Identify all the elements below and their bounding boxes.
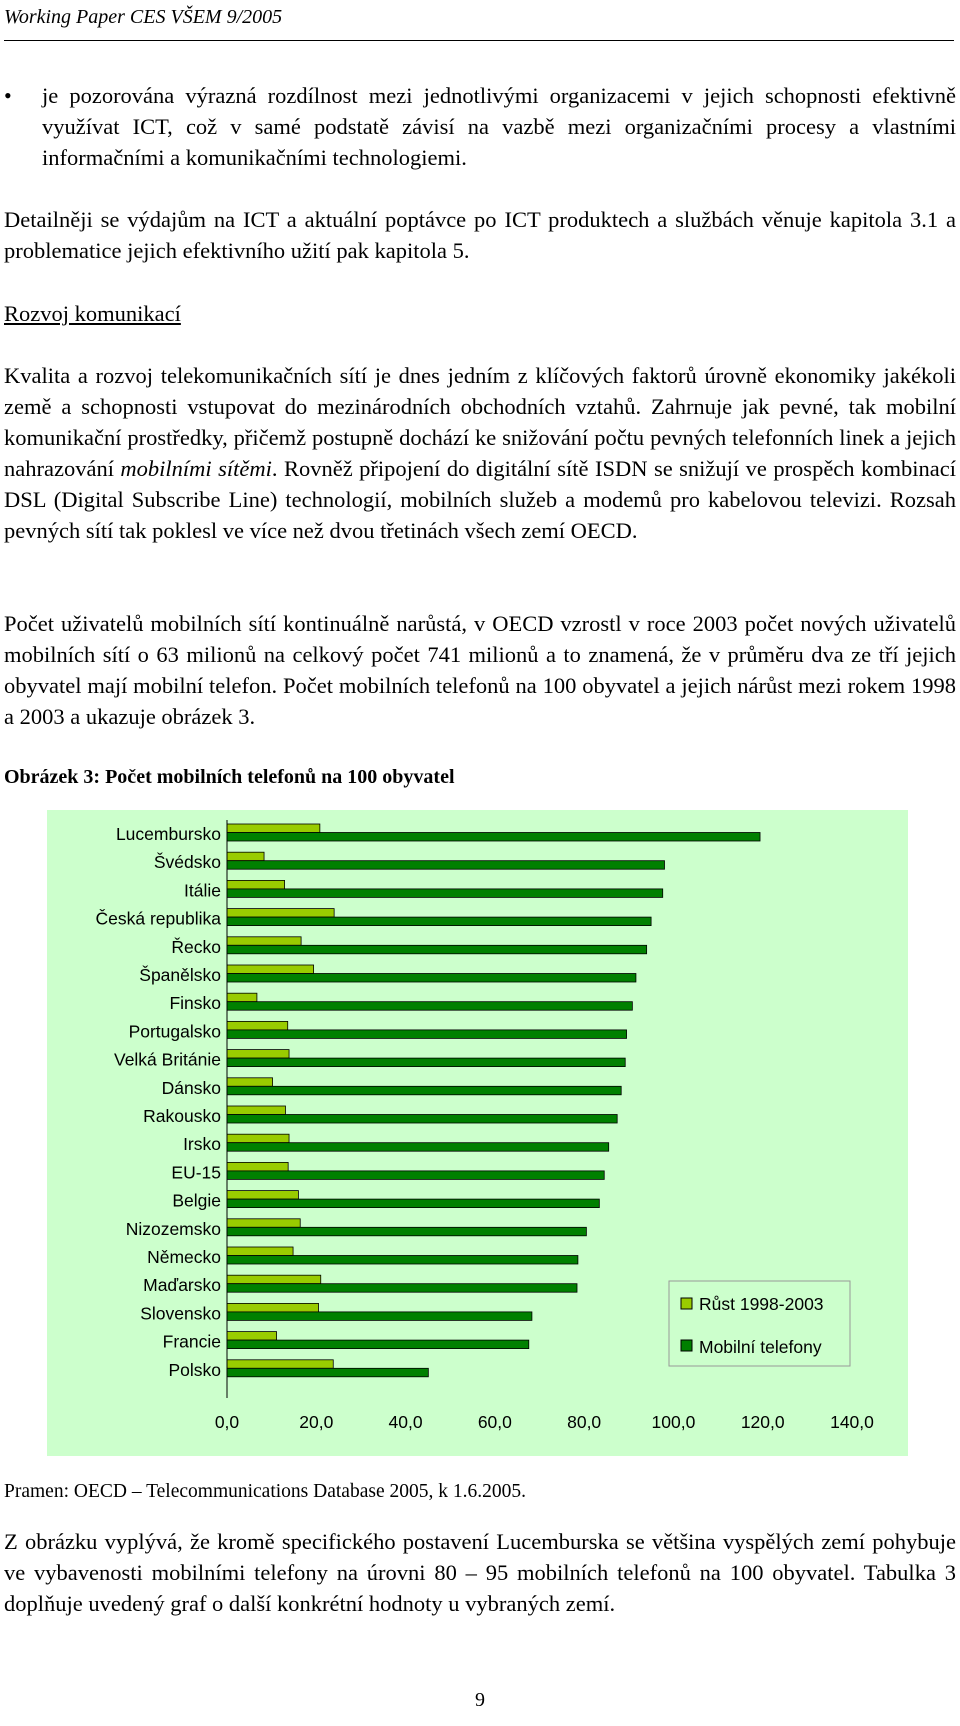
- bar-growth-8: [227, 1050, 289, 1059]
- bar-mobile-10: [227, 1115, 617, 1124]
- bar-mobile-12: [227, 1171, 604, 1180]
- bullet-marker: •: [4, 83, 12, 108]
- bar-growth-13: [227, 1191, 298, 1200]
- category-label: Velká Británie: [113, 1049, 221, 1070]
- bar-growth-16: [227, 1275, 321, 1284]
- figure-caption: Obrázek 3: Počet mobilních telefonů na 100 obyvatel: [4, 766, 455, 788]
- category-label: Česká republika: [95, 908, 221, 929]
- bar-mobile-19: [227, 1368, 428, 1377]
- chart-area: [47, 810, 908, 1456]
- bar-growth-0: [227, 824, 320, 833]
- paragraph-mobile-users: Počet uživatelů mobilních sítí kontinuálně narůstá, v OECD vzrostl v roce 2003 počet nových uživatelů mobilních sítí o 63 milionů na celkový počet 741 milionů a to znamená, že v průměru dva ze tří jejich obyvatel mají mobilní telefon. Počet mobilních telefonů na 100 obyvatel a jejich nárůst mezi rokem 1998 a 2003 a ukazuje obrázek 3.: [4, 611, 956, 729]
- category-label: Rakousko: [143, 1106, 221, 1126]
- bar-growth-5: [227, 965, 314, 974]
- bar-mobile-16: [227, 1284, 577, 1293]
- bar-mobile-6: [227, 1002, 632, 1011]
- paragraph-telecom-emphasis: mobilními sítěmi: [120, 456, 272, 481]
- bar-mobile-1: [227, 861, 665, 870]
- category-label: Finsko: [169, 993, 221, 1014]
- bar-growth-19: [227, 1360, 333, 1369]
- bar-mobile-4: [227, 945, 647, 954]
- bar-mobile-15: [227, 1256, 578, 1265]
- paragraph-telecom-part1: Kvalita a rozvoj telekomunikačních sítí je dnes jedním z klíčových faktorů úrovně ekonomiky jakékoli země a schopnosti vstupovat do mezinárodních obchodních vztahů. Zahrnuje jak pevné, tak mobilní komunikační prostředky, přičemž postupně dochází ke snižování počtu pevných telefonních linek a jejich nahrazování: [4, 363, 956, 481]
- category-label: Portugalsko: [128, 1021, 221, 1042]
- legend-label-mobile: Mobilní telefony: [699, 1337, 822, 1357]
- category-label: Polsko: [168, 1359, 221, 1380]
- category-label: Francie: [162, 1331, 221, 1352]
- legend-swatch-mobile: [681, 1340, 692, 1351]
- bar-mobile-9: [227, 1086, 621, 1095]
- x-tick-label: 100,0: [651, 1412, 696, 1432]
- category-label: Nizozemsko: [125, 1218, 221, 1239]
- figure-source: Pramen: OECD – Telecommunications Database 2005, k 1.6.2005.: [4, 1481, 526, 1502]
- bar-mobile-0: [227, 833, 760, 842]
- bar-growth-7: [227, 1021, 288, 1030]
- x-tick-label: 40,0: [388, 1412, 423, 1432]
- category-label: Slovensko: [140, 1303, 221, 1324]
- bar-mobile-2: [227, 889, 663, 898]
- x-tick-label: 140,0: [830, 1412, 874, 1432]
- bar-mobile-14: [227, 1227, 586, 1236]
- bar-chart: [47, 810, 908, 1456]
- bar-mobile-13: [227, 1199, 599, 1208]
- bar-growth-2: [227, 880, 285, 889]
- category-label: Řecko: [171, 936, 221, 957]
- bar-growth-3: [227, 909, 334, 918]
- bar-growth-15: [227, 1247, 293, 1256]
- page-number: 9: [475, 1689, 485, 1711]
- category-label: Irsko: [183, 1134, 221, 1155]
- bar-growth-9: [227, 1078, 273, 1087]
- header-title: Working Paper CES VŠEM 9/2005: [4, 6, 283, 28]
- category-label: Německo: [147, 1247, 221, 1267]
- chart-category-labels: [96, 824, 222, 1380]
- x-tick-label: 60,0: [477, 1412, 512, 1432]
- category-label: Dánsko: [161, 1077, 221, 1098]
- category-label: EU-15: [171, 1162, 221, 1183]
- bar-growth-1: [227, 852, 264, 861]
- x-tick-label: 80,0: [567, 1412, 602, 1432]
- bar-growth-6: [227, 993, 257, 1002]
- category-label: Itálie: [184, 880, 221, 901]
- bar-mobile-17: [227, 1312, 532, 1321]
- bar-mobile-3: [227, 917, 651, 926]
- bar-mobile-18: [227, 1340, 529, 1349]
- chart-legend: [669, 1281, 850, 1366]
- bar-growth-17: [227, 1303, 319, 1312]
- chart-x-tick-labels: [215, 1412, 874, 1432]
- bar-growth-12: [227, 1162, 288, 1171]
- x-tick-label: 0,0: [214, 1412, 240, 1432]
- paragraph-ict-spending: Detailněji se výdajům na ICT a aktuální poptávce po ICT produktech a službách věnuje kapitola 3.1 a problematice jejich efektivního užití pak kapitola 5.: [4, 207, 956, 263]
- bar-mobile-7: [227, 1030, 627, 1039]
- paragraph-telecom: [4, 360, 956, 546]
- category-label: Švédsko: [153, 852, 221, 873]
- paragraph-conclusion: Z obrázku vyplývá, že kromě specifického postavení Lucemburska se většina vyspělých zemí pohybuje ve vybavenosti mobilními telefony na úrovni 80 – 95 mobilních telefonů na 100 obyvatel. Tabulka 3 doplňuje uvedený graf o další konkrétní hodnoty u vybraných zemí.: [4, 1529, 956, 1616]
- bar-growth-4: [227, 937, 301, 946]
- category-label: Maďarsko: [143, 1275, 221, 1296]
- category-label: Lucembursko: [115, 824, 221, 844]
- x-tick-label: 20,0: [299, 1412, 334, 1432]
- bar-mobile-8: [227, 1058, 625, 1067]
- legend-swatch-growth: [681, 1298, 692, 1309]
- category-label: Belgie: [172, 1190, 221, 1211]
- x-tick-label: 120,0: [740, 1412, 785, 1432]
- bullet-text: je pozorována výrazná rozdílnost mezi jednotlivými organizacemi v jejich schopnosti efektivně využívat ICT, což v samé podstatě závisí na vazbě mezi organizačními procesy a vlastními informačními a komunikačními technologiemi.: [42, 83, 956, 170]
- bar-mobile-11: [227, 1143, 609, 1152]
- legend-label-growth: Růst 1998-2003: [699, 1294, 824, 1314]
- bar-growth-11: [227, 1134, 289, 1143]
- bar-growth-10: [227, 1106, 285, 1115]
- category-label: Španělsko: [139, 965, 221, 985]
- bar-growth-18: [227, 1332, 277, 1341]
- bar-mobile-5: [227, 974, 636, 983]
- bar-growth-14: [227, 1219, 300, 1228]
- paragraph-telecom-part2: . Rovněž připojení do digitální sítě ISDN se snižují ve prospěch kombinací DSL (Digital Subscribe Line) technologií, mobilních služeb a modemů pro kabelovou televizi. Rozsah pevných sítí tak poklesl ve více než dvou třetinách všech zemí OECD.: [4, 456, 956, 543]
- section-heading: Rozvoj komunikací: [4, 301, 181, 326]
- page-header: [4, 2, 954, 41]
